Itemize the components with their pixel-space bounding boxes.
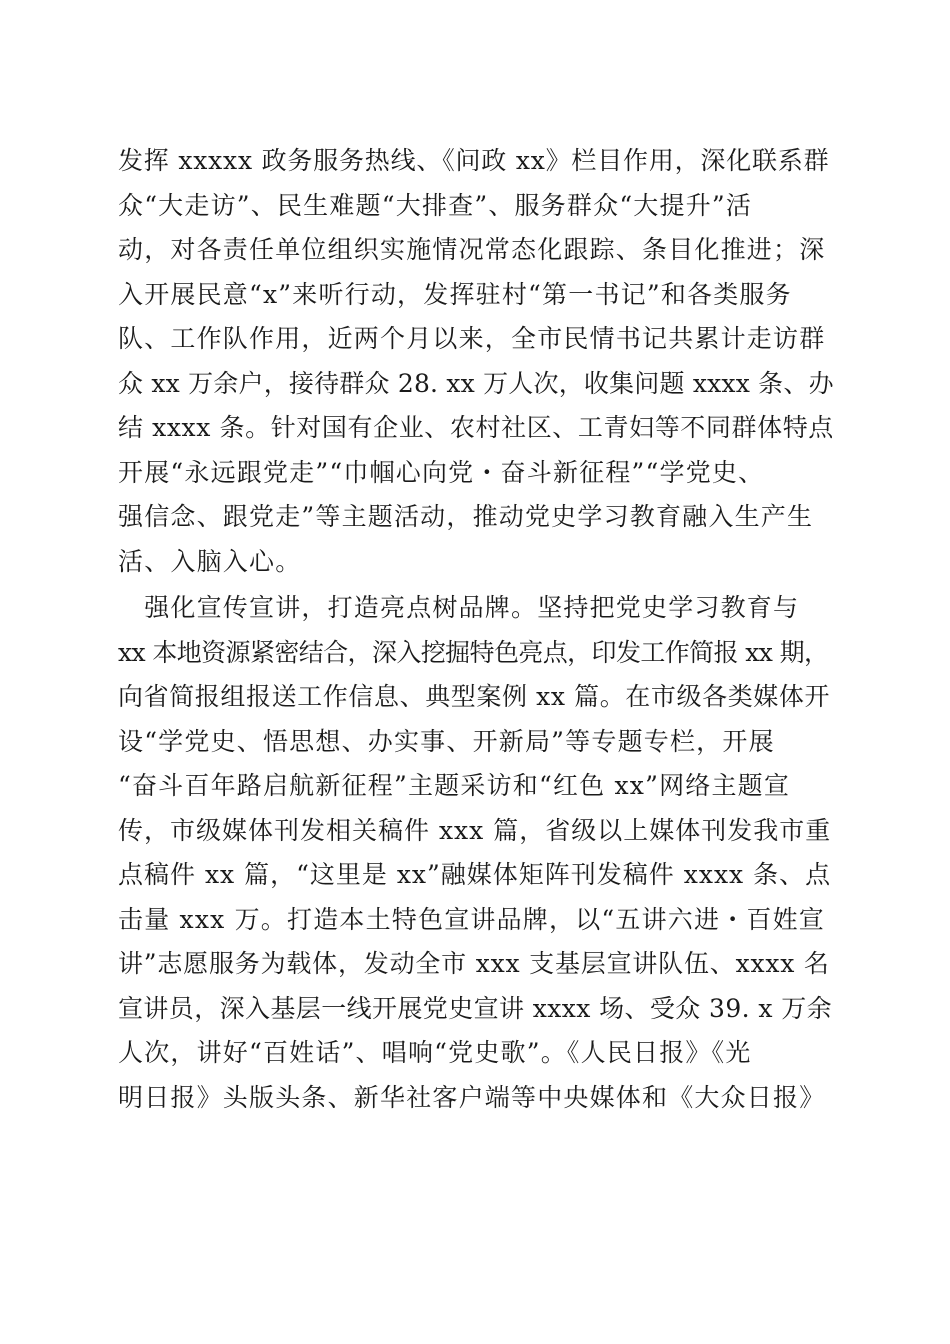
paragraph-line: 众 xx 万余户，接待群众 28. xx 万人次，收集问题 xxxx 条、办	[118, 368, 834, 398]
paragraph-line: 人次，讲好“百姓话”、唱响“党史歌”。《人民日报》《光	[118, 1038, 752, 1067]
paragraph-line: 传，市级媒体刊发相关稿件 xxx 篇，省级以上媒体刊发我市重	[118, 815, 832, 845]
paragraph-line: 动，对各责任单位组织实施情况常态化跟踪、条目化推进；深	[118, 235, 826, 264]
paragraph-line: 发挥 xxxxx 政务服务热线、《问政 xx》栏目作用，深化联系群	[118, 146, 830, 175]
paragraph-line: 开展“永远跟党走”“巾帼心向党・奋斗新征程”“学党史、	[118, 457, 765, 487]
paragraph-line: 强化宣传宣讲，打造亮点树品牌。坚持把党史学习教育与	[118, 593, 800, 622]
paragraph-line: 讲”志愿服务为载体，发动全市 xxx 支基层宣讲队伍、xxxx 名	[118, 949, 830, 978]
paragraph-line: 宣讲员，深入基层一线开展党史宣讲 xxxx 场、受众 39. x 万余	[118, 993, 832, 1023]
paragraph-line: 入开展民意“x”来听行动，发挥驻村“第一书记”和各类服务	[118, 279, 792, 309]
paragraph-line: 设“学党史、悟思想、办实事、开新局”等专题专栏，开展	[118, 726, 775, 756]
paragraph-line: 向省简报组报送工作信息、典型案例 xx 篇。在市级各类媒体开	[118, 682, 831, 711]
paragraph-line: xx 本地资源紧密结合，深入挖掘特色亮点，印发工作简报 xx 期，	[118, 637, 829, 667]
paragraph-line: 活、入脑入心。	[118, 546, 302, 576]
paragraph-line: 结 xxxx 条。针对国有企业、农村社区、工青妇等不同群体特点	[118, 413, 834, 442]
paragraph-line: 众“大走访”、民生难题“大排查”、服务群众“大提升”活	[118, 190, 753, 220]
paragraph-line: 点稿件 xx 篇，“这里是 xx”融媒体矩阵刊发稿件 xxxx 条、点	[118, 860, 832, 889]
paragraph-line: “奋斗百年路启航新征程”主题采访和“红色 xx”网络主题宣	[118, 771, 791, 800]
paragraph-line: 强信念、跟党走”等主题活动，推动党史学习教育融入生产生	[118, 502, 814, 531]
paragraph-line: 明日报》头版头条、新华社客户端等中央媒体和《大众日报》	[118, 1082, 826, 1112]
paragraph-line: 队、工作队作用，近两个月以来，全市民情书记共累计走访群	[118, 324, 826, 353]
paragraph-line: 击量 xxx 万。打造本土特色宣讲品牌，以“五讲六进・百姓宣	[118, 904, 825, 934]
